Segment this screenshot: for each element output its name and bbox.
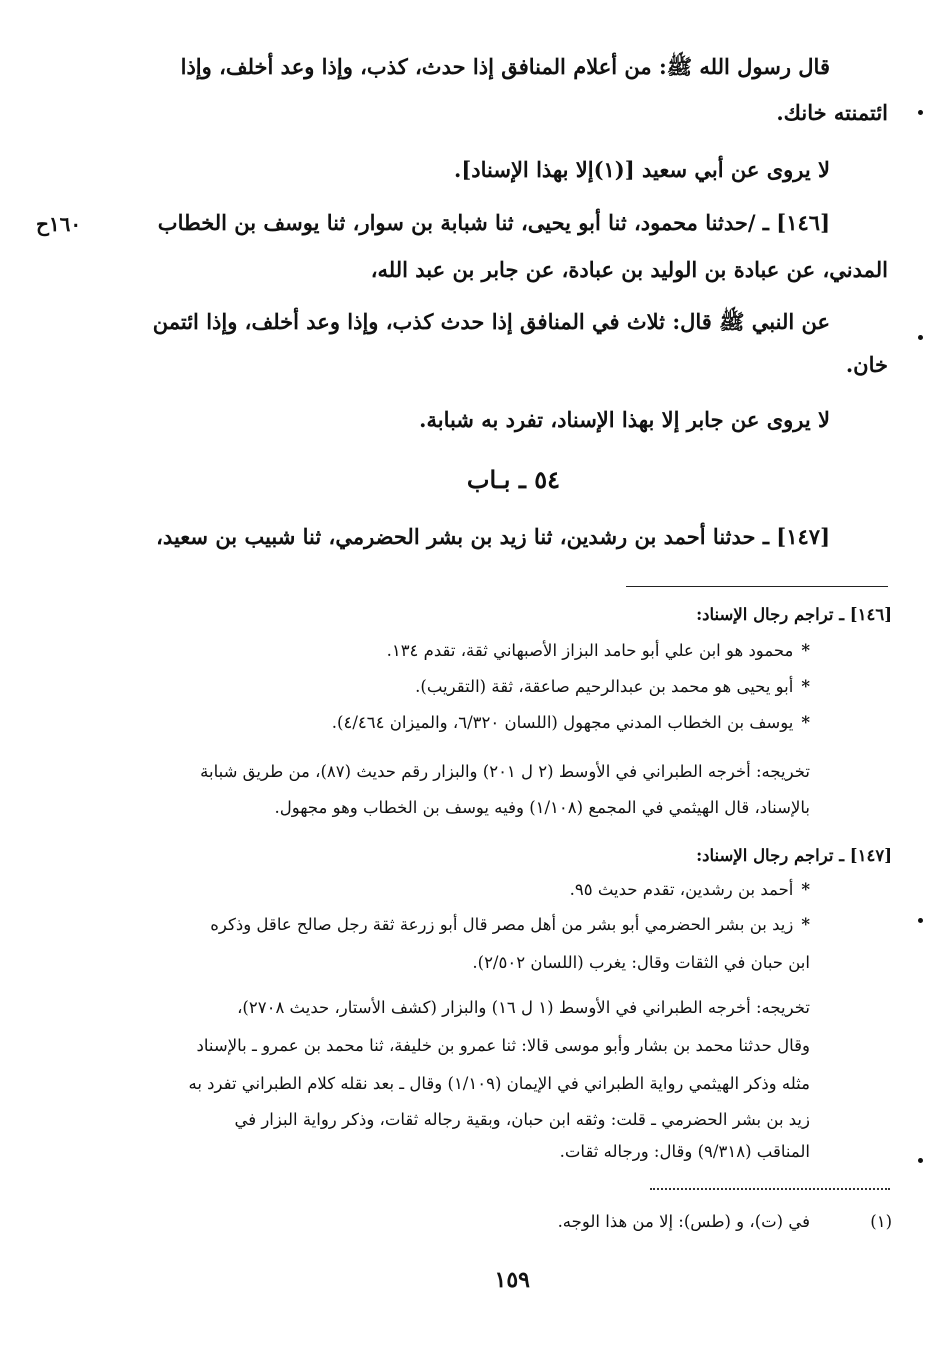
hadith-146-line-4: خان. <box>845 352 888 377</box>
footnote-1-text: في (ت)، و (طس): إلا من هذا الوجه. <box>557 1212 810 1231</box>
note-147-takhrij-1: تخريجه: أخرجه الطبراني في الأوسط (١ ل ١٦) والبزار (كشف الأستار، حديث ٢٧٠٨)، <box>237 998 810 1017</box>
note-147-heading: [١٤٧] ـ تراجم رجال الإسناد: <box>696 846 892 865</box>
bullet-icon: * <box>801 641 810 660</box>
main-text-line-2: ائتمنته خانك. <box>776 100 888 125</box>
margin-mark <box>918 110 923 115</box>
note-147-bullet-2-cont: ابن حبان في الثقات وقال: يغرب (اللسان ٢/٥٠٢). <box>472 953 810 972</box>
note-146-bullet-1: *محمود هو ابن علي أبو حامد البزاز الأصبهاني ثقة، تقدم ١٣٤. <box>386 641 810 660</box>
note-147-bullet-2: *زيد بن بشر الحضرمي أبو بشر من أهل مصر قال أبو زرعة ثقة رجل صالح عاقل وذكره <box>210 915 810 934</box>
footnote-separator <box>626 586 888 587</box>
note-147-takhrij-2: وقال حدثنا محمد بن بشار وأبو موسى قالا: ثنا عمرو بن خليفة، ثنا محمد بن عمرو ـ بالإسناد <box>196 1036 810 1055</box>
note-146-bullet-2: *أبو يحيى هو محمد بن عبدالرحيم صاعقة، ثقة (التقريب). <box>415 677 810 696</box>
footnote-dotted-separator <box>650 1188 890 1190</box>
note-146-bullet-3: *يوسف بن الخطاب المدني مجهول (اللسان ٦/٣٢٠، والميزان ٤/٤٦٤). <box>331 713 810 732</box>
note-146-takhrij-1: تخريجه: أخرجه الطبراني في الأوسط (٢ ل ٢٠١) والبزار رقم حديث (٨٧)، من طريق شبابة <box>200 762 810 781</box>
footnote-1-number: (١) <box>870 1212 892 1231</box>
chapter-heading: ٥٤ ـ بـاب <box>466 465 560 494</box>
main-text-line-1: قال رسول الله ﷺ: من أعلام المنافق إذا حدث، كذب، وإذا وعد أخلف، وإذا <box>180 54 830 79</box>
bullet-icon: * <box>801 677 810 696</box>
hadith-147-line-1: [١٤٧] ـ حدثنا أحمد بن رشدين، ثنا زيد بن بشر الحضرمي، ثنا شبيب بن سعيد، <box>156 524 830 549</box>
note-146-heading: [١٤٦] ـ تراجم رجال الإسناد: <box>696 605 892 624</box>
hadith-146-remark: لا يروى عن جابر إلا بهذا الإسناد، تفرد به شبابة. <box>419 407 830 432</box>
note-147-takhrij-4: زيد بن بشر الحضرمي ـ قلت: وثقه ابن حبان، وبقية رجاله ثقات، وذكر رواية البزار في <box>234 1110 810 1129</box>
note-147-takhrij-3: مثله وذكر الهيثمي رواية الطبراني في الإيمان (١/١٠٩) وقال ـ بعد نقله كلام الطبراني تفرد به <box>188 1074 810 1093</box>
note-147-takhrij-5: المناقب (٩/٣١٨) وقال: ورجاله ثقات. <box>559 1142 810 1161</box>
marginal-reference: ١٦٠ح <box>36 212 82 236</box>
note-146-takhrij-2: بالإسناد، قال الهيثمي في المجمع (١/١٠٨) وفيه يوسف بن الخطاب وهو مجهول. <box>274 798 810 817</box>
hadith-146-line-1: [١٤٦] ـ /حدثنا محمود، ثنا أبو يحيى، ثنا شبابة بن سوار، ثنا يوسف بن الخطاب <box>157 210 830 235</box>
page-number: ١٥٩ <box>494 1267 530 1293</box>
hadith-146-line-3: عن النبي ﷺ قال: ثلاث في المنافق إذا حدث كذب، وإذا وعد أخلف، وإذا ائتمن <box>152 309 830 334</box>
bullet-icon: * <box>801 880 810 899</box>
hadith-146-line-2: المدني، عن عبادة بن الوليد بن عبادة، عن جابر بن عبد الله، <box>370 257 888 282</box>
margin-mark <box>918 1158 923 1163</box>
bullet-icon: * <box>801 713 810 732</box>
margin-mark <box>918 918 923 923</box>
main-text-line-3: لا يروى عن أبي سعيد [(١)إلا بهذا الإسناد]. <box>454 157 830 182</box>
bullet-icon: * <box>801 915 810 934</box>
margin-mark <box>918 335 923 340</box>
note-147-bullet-1: *أحمد بن رشدين، تقدم حديث ٩٥. <box>569 880 810 899</box>
